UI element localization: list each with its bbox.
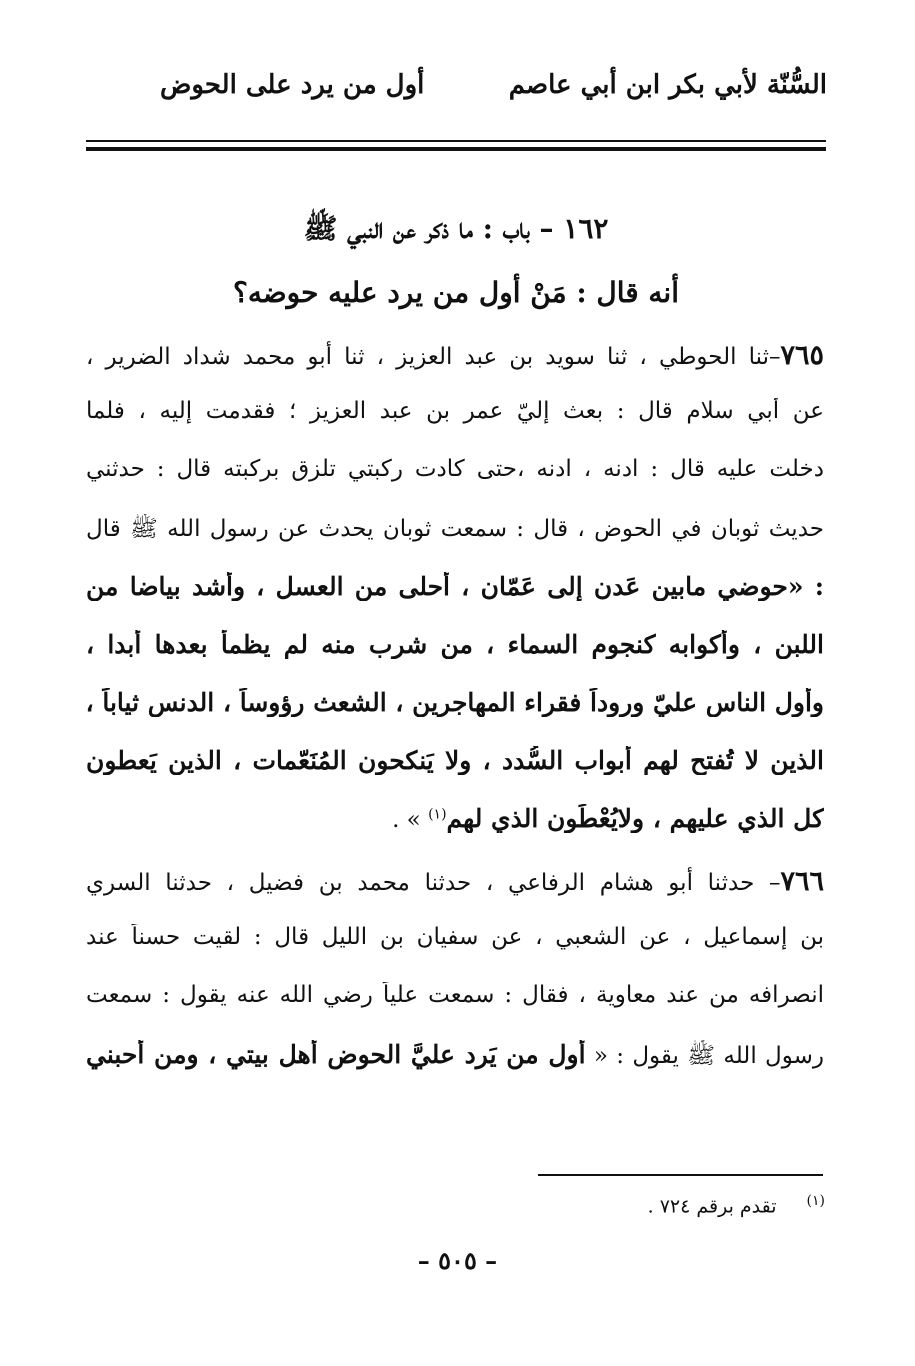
header-rule-thin	[86, 140, 826, 142]
chapter-subheading: أنه قال : مَنْ أول من يرد عليه حوضه؟	[232, 276, 679, 309]
hadith-765-line-8: الذين لا تُفتح لهم أبواب السُّدد ، ولا يَنكحون المُنَعّمات ، الذين يَعطون	[86, 746, 824, 775]
footnote-reference[interactable]: (١)	[428, 806, 447, 823]
hadith-766-number: ٧٦٦	[780, 866, 824, 897]
hadith-765-number: ٧٦٥	[780, 340, 824, 371]
hadith-766-line-2: بن إسماعيل ، عن الشعبي ، عن سفيان بن الليل قال : لقيت حسناً عند	[86, 924, 824, 950]
footnote-separator	[538, 1174, 823, 1176]
hadith-765-line-1: ٧٦٥–ثنا الحوطي ، ثنا سويد بن عبد العزيز ، ثنا أبو محمد شداد الضرير ،	[86, 340, 824, 371]
hadith-765-line-5: : «حوضي مابين عَدن إلى عَمّان ، أحلى من العسل ، وأشد بياضا من	[86, 572, 824, 601]
footnote-text: تقدم برقم ٧٢٤ .	[647, 1195, 777, 1218]
page-number: – ٥٠٥ –	[417, 1246, 498, 1275]
hadith-765-line-9: كل الذي عليهم ، ولايُعْطَون الذي لهم$^{(١)}$ » .	[392, 804, 824, 833]
hadith-765-line-3: دخلت عليه قال : ادنه ، ادنه ،حتى كادت ركبتي تلزق بركبته قال : حدثني	[86, 456, 824, 482]
header-rule-thick	[86, 147, 826, 151]
hadith-765-line-4: حديث ثوبان في الحوض ، قال : سمعت ثوبان يحدث عن رسول الله ﷺ قال	[86, 516, 824, 542]
chapter-heading: ١٦٢ – باب : ما ذكر عن النبي ﷺ	[303, 212, 609, 245]
hadith-765-line-6: اللبن ، وأكوابه كنجوم السماء ، من شرب منه لم يظمأ بعدها أبدا ،	[86, 630, 824, 659]
hadith-766-line-3: انصرافه من عند معاوية ، فقال : سمعت علياً رضي الله عنه يقول : سمعت	[86, 982, 824, 1008]
footnote-mark: (١)	[806, 1193, 825, 1209]
running-header-section-title: أول من يرد على الحوض	[160, 70, 425, 100]
hadith-766-line-4: رسول الله ﷺ يقول : « أول من يَرد عليَّ الحوض أهل بيتي ، ومن أحبني	[86, 1040, 824, 1069]
footnote	[648, 1193, 825, 1217]
hadith-766-line-1: ٧٦٦– حدثنا أبو هشام الرفاعي ، حدثنا محمد بن فضيل ، حدثنا السري	[86, 866, 824, 897]
hadith-765-line-7: وأول الناس عليّ وروداً فقراء المهاجرين ، الشعث رؤوساً ، الدنس ثياباً ،	[86, 688, 824, 717]
hadith-765-line-2: عن أبي سلام قال : بعث إليّ عمر بن عبد العزيز ؛ فقدمت إليه ، فلما	[86, 398, 824, 424]
running-header-book-title: السُّنّة لأبي بكر ابن أبي عاصم	[508, 70, 827, 100]
